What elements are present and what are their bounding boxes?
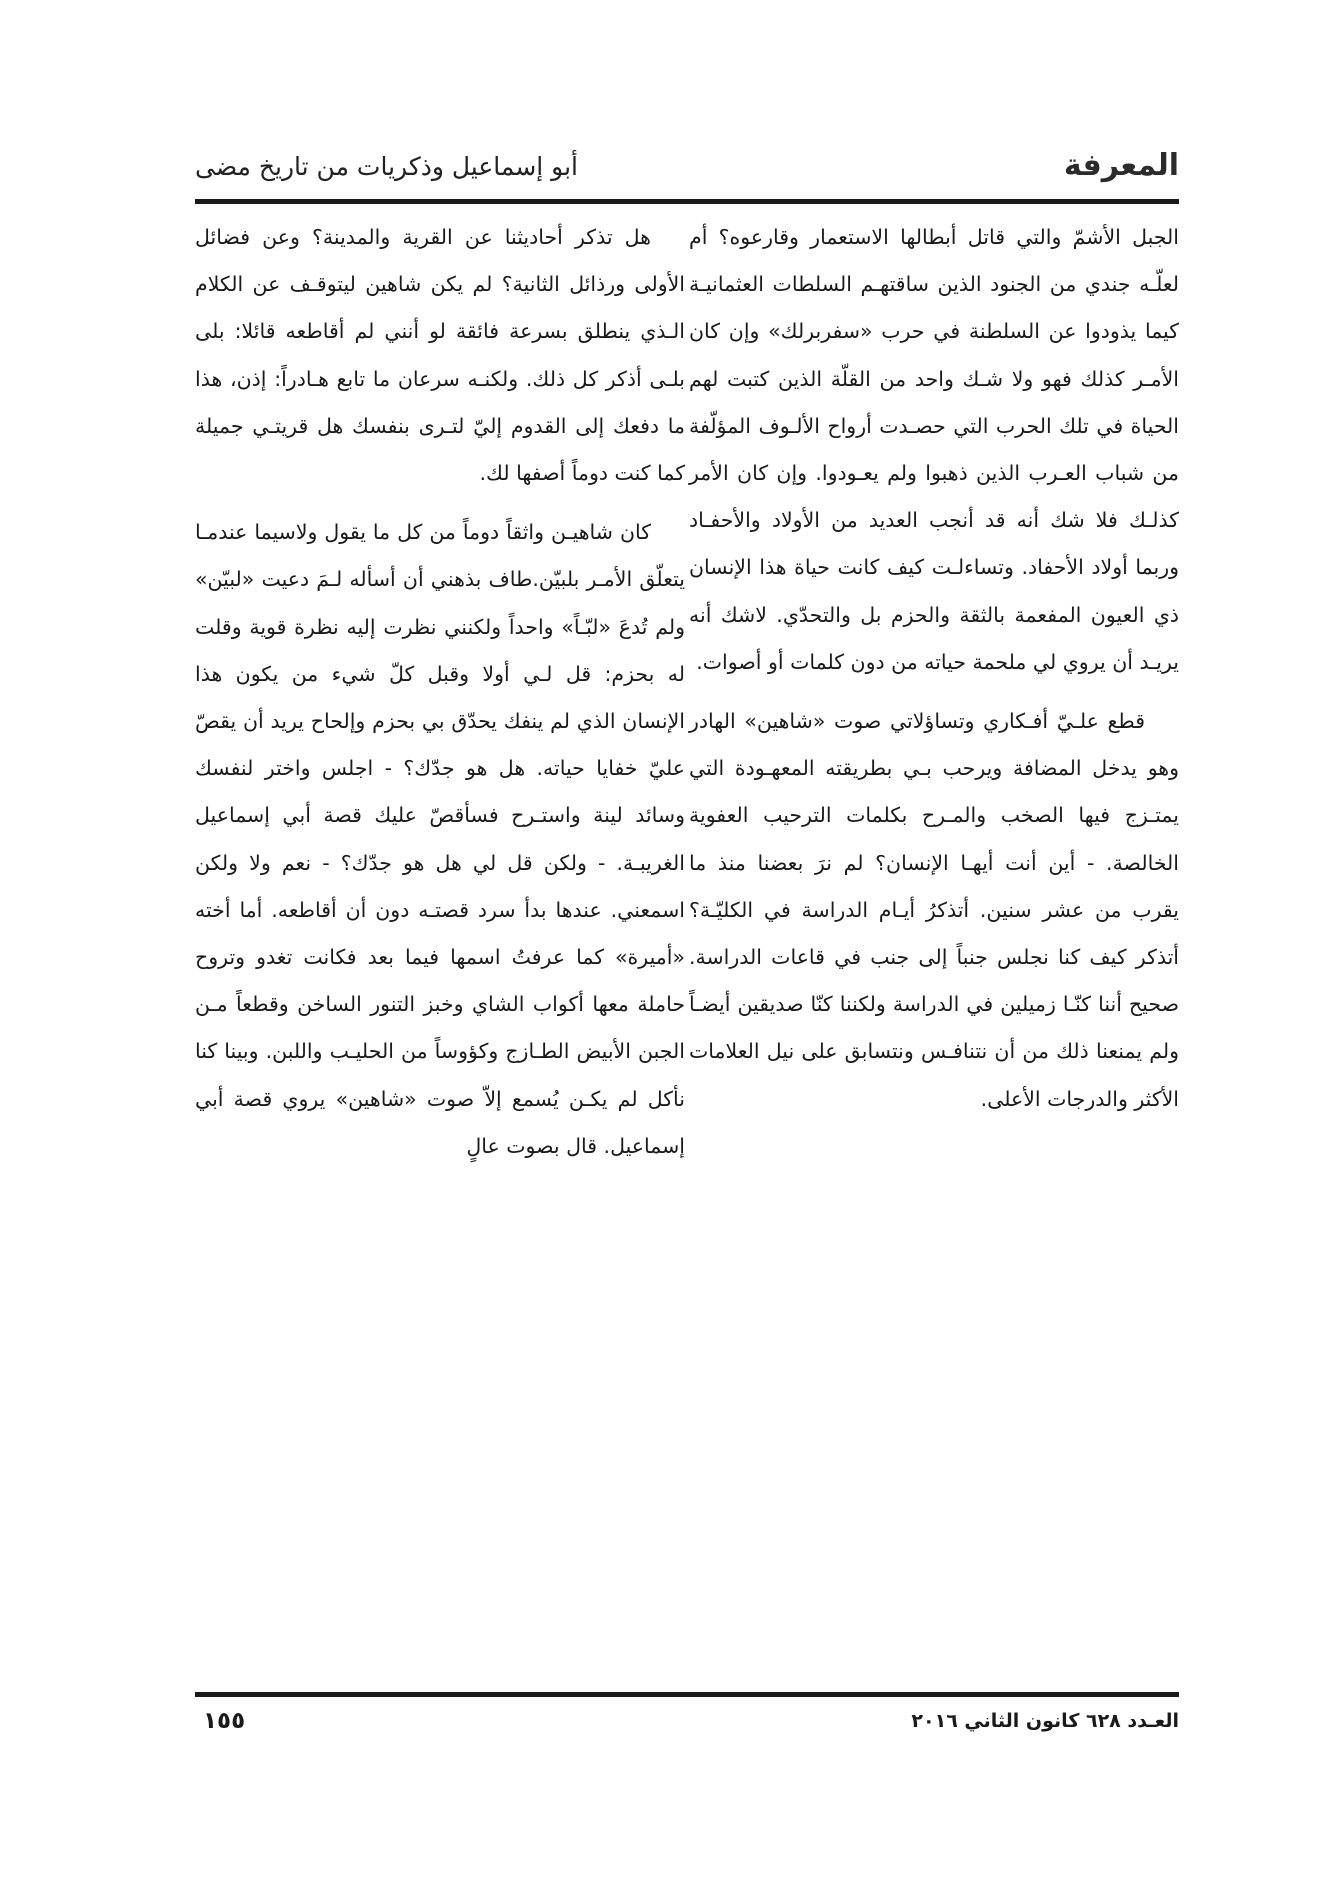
issue-info: العـدد ٦٢٨ كانون الثاني ٢٠١٦ [911, 1710, 1179, 1732]
page-number: ١٥٥ [203, 1708, 246, 1734]
paragraph: كان شاهيـن واثقاً دوماً من كل ما يقول ولاسيما عندمـا يتعلّق الأمـر بلبيّن.طاف بذهني أن أسأله لـمَ دعيت «لبيّن» ولم تُدعَ «لبّـاً» واحداً ولكنني نظرت إليه نظرة قوية وقلت له بحزم: قل لـي أولا وقبل كلّ شيء من يكون هذا الإنسان الذي لم ينفك يحدّق بي بحزم وإلحاح يريد أن يقصّ عليّ خفايا حياته. هل هو جدّك؟ - اجلس واختر لنفسك وسائد لينة واستـرح فسأقصّ عليك قصة أبي إسماعيل الغريبـة. - ولكن قل لي هل هو جدّك؟ - نعم ولا ولكن اسمعني. عندها بدأ سرد قصتـه دون أن أقاطعه. أما أخته «أميرة» كما عرفتُ اسمها فيما بعد فكانت تغدو وتروح حاملة معها أكواب الشاي وخبز التنور الساخن وقطعاً مـن الجبن الأبيض الطـازج وكؤوساً من الحليـب واللبن. وبينا كنا نأكل لم يكـن يُسمع إلاّ صوت «شاهين» يروي قصة أبي إسماعيل. قال بصوت عالٍ [195, 520, 685, 1158]
paragraph: هل تذكر أحاديثنا عن القرية والمدينة؟ وعن فضائل الأولى ورذائل الثانية؟ لم يكن شاهين ليتوقـف عن الكلام الـذي ينطلق بسرعة فائقة لو أنني لم أقاطعه قائلا: بلى بلـى أذكر كل ذلك. ولكنـه سرعان ما تابع هـادراً: إذن، هذا ما دفعك إلى القدوم إليّ لتـرى بنفسك هل قريتـي جميلة كما كنت دوماً أصفها لك. [195, 225, 685, 486]
paragraph: قطع علـيّ أفـكاري وتساؤلاتي صوت «شاهين» الهادر وهو يدخل المضافة ويرحب بـي بطريقته المعهـودة التي يمتـزج فيها الصخب والمـرح بكلمات الترحيب العفوية الخالصة. - أين أنت أيهـا الإنسان؟ لم نرَ بعضنا منذ ما يقرب من عشر سنين. أتذكرُ أيـام الدراسة في الكليّـة؟ أتذكر كيف كنا نجلس جنباً إلى جنب في قاعات الدراسة. صحيح أننا كنّـا زميلين في الدراسة ولكننا كنّا صديقين أيضـاً ولم يمنعنا ذلك من أن نتنافـس ونتسابق على نيل العلامات الأكثر والدرجات الأعلى. [689, 709, 1179, 1111]
text-column-right [689, 214, 1179, 1135]
text-column-left [195, 214, 685, 1182]
header-divider [195, 199, 1179, 204]
article-running-title: أبو إسماعيل وذكريات من تاريخ مضى [195, 152, 578, 181]
paragraph: الجبل الأشمّ والتي قاتل أبطالها الاستعمار وقارعوه؟ أم لعلّـه جندي من الجنود الذين ساقتهـم السلطات العثمانيـة كيما يذودوا عن السلطنة في حرب «سفربرلك» وإن كان الأمـر كذلك فهو ولا شـك واحد من القلّة الذين كتبت لهم الحياة في تلك الحرب التي حصـدت أرواح الألـوف المؤلّفة من شباب العـرب الذين ذهبوا ولم يعـودوا. وإن كان الأمر كذلـك فلا شك أنه قد أنجب العديد من الأولاد والأحفـاد وربما أولاد الأحفاد. وتساءلـت كيف كانت حياة هذا الإنسان ذي العيون المفعمة بالثقة والحزم بل والتحدّي. لاشك أنه يريـد أن يروي لي ملحمة حياته من دون كلمات أو أصوات. [689, 225, 1179, 674]
footer-divider [195, 1692, 1179, 1697]
journal-logo: المعرفة [1063, 148, 1179, 183]
